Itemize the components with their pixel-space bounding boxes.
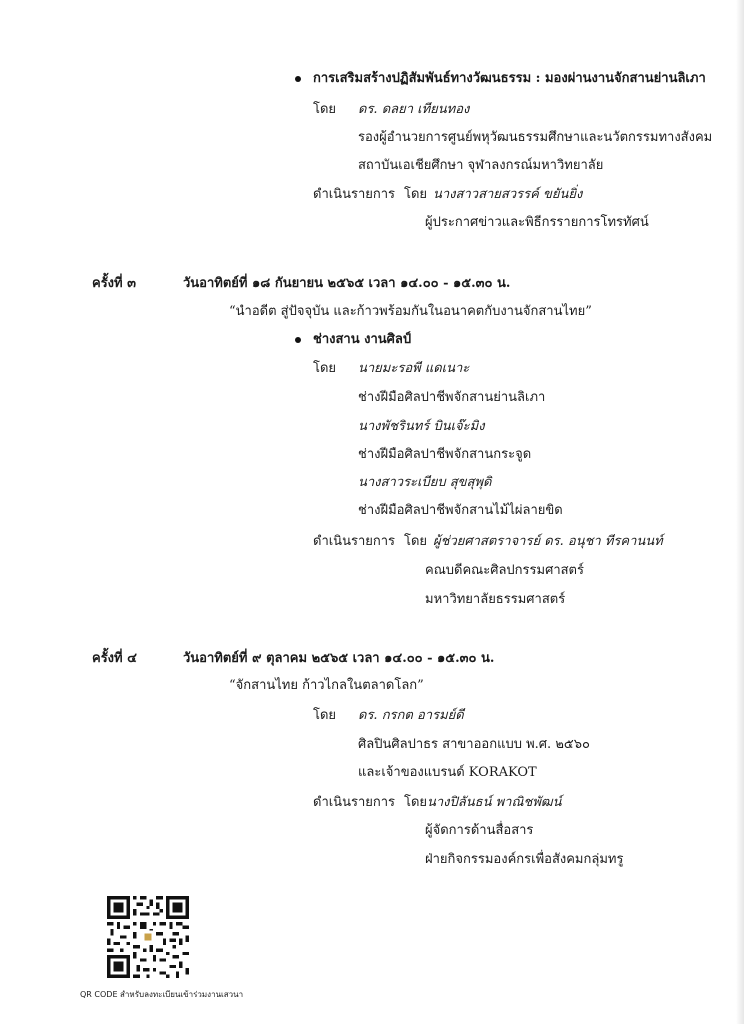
speaker-affiliation: สถาบันเอเชียศึกษา จุฬาลงกรณ์มหาวิทยาลัย [358, 158, 604, 173]
host-name: นางปิลันธน์ พาณิชพัฒน์ [427, 795, 562, 810]
page-edge-shadow [736, 0, 744, 1024]
session4-theme: “จักสานไทย ก้าวไกลในตลาดโลก” [229, 678, 424, 693]
by-label: โดย [313, 102, 337, 117]
bullet-icon [295, 337, 301, 343]
host-by-label: โดย [404, 795, 428, 810]
qr-caption: QR CODE สำหรับลงทะเบียนเข้าร่วมงานเสวนา [80, 990, 244, 999]
qr-code-icon[interactable] [107, 896, 189, 978]
host-by-label: โดย [404, 187, 428, 202]
host-name: นางสาวสายสวรรค์ ขยันยิ่ง [433, 187, 583, 202]
speaker-role: ช่างฝีมือศิลปาชีพจักสานกระจูด [358, 447, 532, 462]
host-label: ดำเนินรายการ [313, 187, 396, 202]
speaker-affiliation: และเจ้าของแบรนด์ KORAKOT [358, 765, 537, 780]
host-title: ผู้ประกาศข่าวและพิธีกรรายการโทรทัศน์ [425, 215, 649, 230]
host-by-label: โดย [404, 534, 428, 549]
host-title: ผู้จัดการด้านสื่อสาร [425, 823, 534, 838]
speaker-name: นายมะรอพี แดเนาะ [358, 361, 470, 376]
session3-topic: ช่างสาน งานศิลป์ [313, 332, 412, 347]
host-affiliation: มหาวิทยาลัยธรรมศาสตร์ [425, 592, 566, 607]
host-affiliation: ฝ่ายกิจกรรมองค์กรเพื่อสังคมกลุ่มทรู [425, 852, 624, 867]
session4-label: ครั้งที่ ๔ [92, 651, 137, 666]
topic-title: การเสริมสร้างปฏิสัมพันธ์ทางวัฒนธรรม : มองผ่านงานจักสานย่านลิเภา [313, 71, 706, 86]
session3-label: ครั้งที่ ๓ [92, 276, 137, 291]
speaker-role: ช่างฝีมือศิลปาชีพจักสานไม้ไผ่ลายขิด [358, 503, 563, 518]
host-name: ผู้ช่วยศาสตราจารย์ ดร. อนุชา ทีรคานนท์ [433, 534, 663, 549]
speaker-name: ดร. กรกต อารมย์ดี [358, 708, 464, 723]
session3-datetime: วันอาทิตย์ที่ ๑๘ กันยายน ๒๕๖๕ เวลา ๑๔.๐๐ - ๑๕.๓๐ น. [183, 276, 511, 291]
session3-theme: “นำอดีต สู่ปัจจุบัน และก้าวพร้อมกันในอนาคตกับงานจักสานไทย” [229, 304, 592, 319]
speaker-name: นางสาวระเบียบ สุขสุพุดิ [358, 475, 492, 490]
host-label: ดำเนินรายการ [313, 795, 396, 810]
speaker-name: นางพัชรินทร์ บินเจ๊ะมิง [358, 419, 485, 434]
speaker-role: ช่างฝีมือศิลปาชีพจักสานย่านลิเภา [358, 390, 546, 405]
bullet-icon [295, 76, 301, 82]
speaker-title: รองผู้อำนวยการศูนย์พหุวัฒนธรรมศึกษาและนวัตกรรมทางสังคม [358, 130, 713, 145]
speaker-name: ดร. ดลยา เทียนทอง [358, 102, 470, 117]
by-label: โดย [313, 708, 337, 723]
speaker-title: ศิลปินศิลปาธร สาขาออกแบบ พ.ศ. ๒๕๖๐ [358, 737, 590, 752]
host-label: ดำเนินรายการ [313, 534, 396, 549]
host-title: คณบดีคณะศิลปกรรมศาสตร์ [425, 563, 584, 578]
by-label: โดย [313, 361, 337, 376]
session4-datetime: วันอาทิตย์ที่ ๙ ตุลาคม ๒๕๖๕ เวลา ๑๔.๐๐ - ๑๕.๓๐ น. [183, 651, 495, 666]
